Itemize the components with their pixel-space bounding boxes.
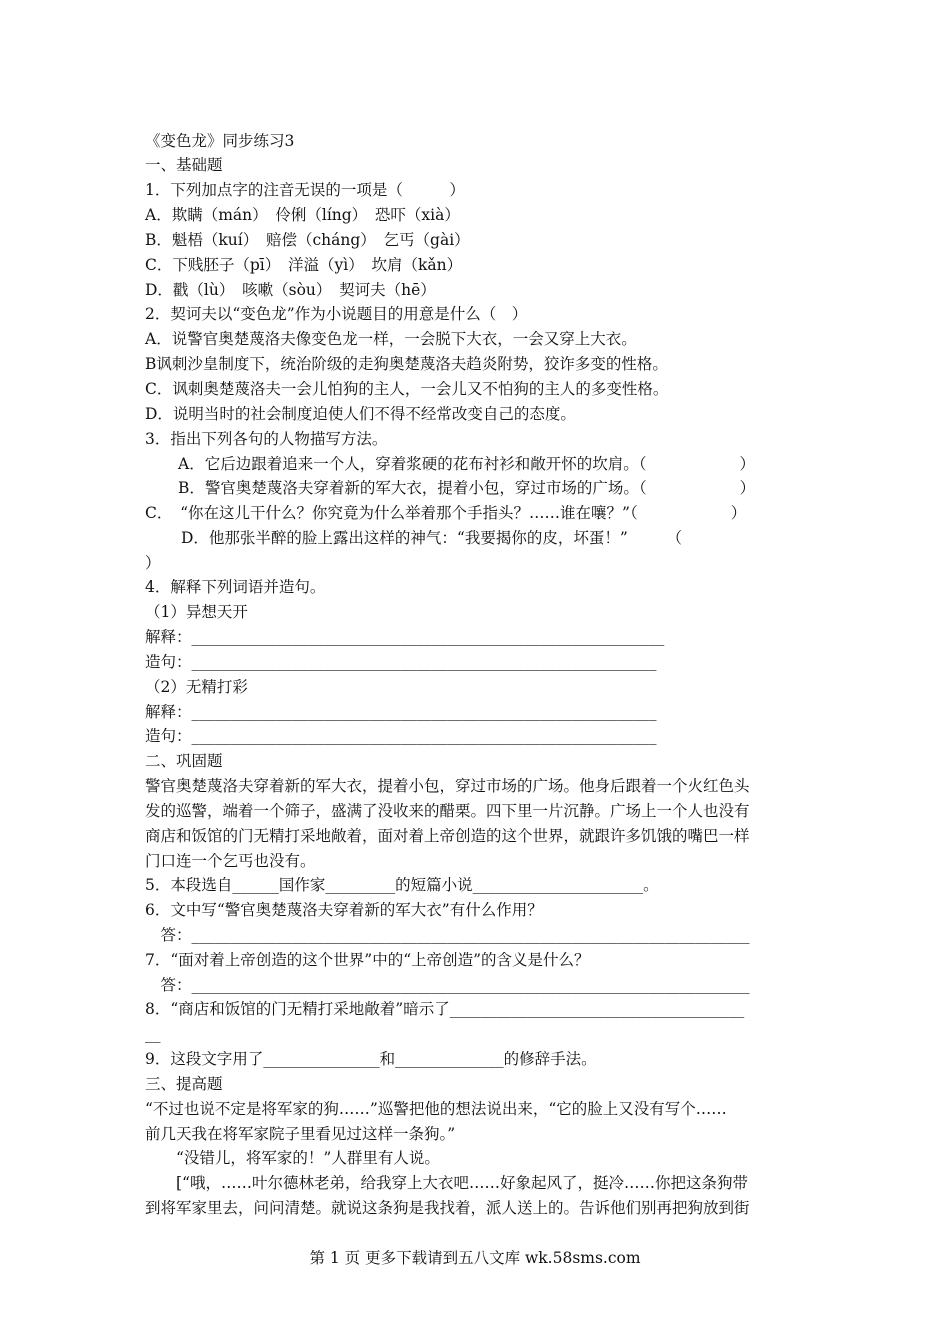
question-3: 3．指出下列各句的人物描写方法。 <box>145 430 388 448</box>
passage-line: 前几天我在将军家院子里看见过这样一条狗。” <box>145 1125 456 1143</box>
option-b: B讽刺沙皇制度下，统治阶级的走狗奥楚蔑洛夫趋炎附势，狡诈多变的性格。 <box>145 355 668 373</box>
sentence-d-bracket: ） <box>145 554 161 572</box>
sentence-line-1: 造句：____________________________________________________________ <box>145 653 657 671</box>
question-8-cont: __ <box>145 1025 161 1043</box>
passage-line: 发的巡警，端着一个筛子，盛满了没收来的醋栗。四下里一片沉静。广场上一个人也没有 <box>145 802 750 820</box>
question-7: 7．“面对着上帝创造的这个世界”中的“上帝创造”的含义是什么？ <box>145 951 590 969</box>
page-footer: 第 1 页 更多下载请到五八文库 wk.58sms.com <box>309 1249 641 1267</box>
question-6: 6．文中写“警官奥楚蔑洛夫穿着新的军大衣”有什么作用？ <box>145 901 543 919</box>
passage-line: 商店和饭馆的门无精打采地敞着，面对着上帝创造的这个世界，就跟许多饥饿的嘴巴一样 <box>145 827 750 845</box>
sentence-b: B．警官奥楚蔑洛夫穿着新的军大衣，提着小包，穿过市场的广场。（ ） <box>178 479 756 497</box>
passage-line: 门口连一个乞丐也没有。 <box>145 852 316 870</box>
doc-title: 《变色龙》同步练习3 <box>145 132 295 150</box>
word-1: （1）异想天开 <box>145 603 248 621</box>
sentence-c: C． “你在这儿干什么？你究竟为什么举着那个手指头？……谁在嚷？”（ ） <box>145 504 747 522</box>
question-9: 9．这段文字用了_______________和______________的修辞手法。 <box>145 1050 597 1068</box>
question-2: 2．契诃夫以“变色龙”作为小说题目的用意是什么（ ） <box>145 305 528 323</box>
section-heading: 三、提高题 <box>145 1075 223 1093</box>
sentence-a: A．它后边跟着追来一个人，穿着浆硬的花布衬衫和敞开怀的坎肩。（ ） <box>178 455 755 473</box>
option-c: C．讽刺奥楚蔑洛夫一会儿怕狗的主人，一会儿又不怕狗的主人的多变性格。 <box>145 380 669 398</box>
section-heading: 一、基础题 <box>145 156 223 174</box>
section-heading: 二、巩固题 <box>145 752 223 770</box>
option-a: A．说警官奥楚蔑洛夫像变色龙一样，一会脱下大衣，一会又穿上大衣。 <box>145 330 637 348</box>
explain-line-2: 解释：____________________________________________________________ <box>145 703 657 721</box>
option-c: C．下贱胚子（pī） 洋溢（yì） 坎肩（kǎn） <box>145 256 463 274</box>
question-4: 4．解释下列词语并造句。 <box>145 578 326 596</box>
sentence-line-2: 造句：____________________________________________________________ <box>145 727 657 745</box>
question-8: 8．“商店和饭馆的门无精打采地敞着”暗示了______________________________________ <box>145 1000 745 1018</box>
passage-line: 警官奥楚蔑洛夫穿着新的军大衣，提着小包，穿过市场的广场。他身后跟着一个火红色头 <box>145 777 750 795</box>
option-d: D．说明当时的社会制度迫使人们不得不经常改变自己的态度。 <box>145 405 576 423</box>
passage-line: “不过也说不定是将军家的狗……”巡警把他的想法说出来，“它的脸上又没有写个…… <box>145 1100 727 1118</box>
question-1: 1．下列加点字的注音无误的一项是（ ） <box>145 181 465 199</box>
answer-line-7: 答：________________________________________________________________________ <box>145 976 750 994</box>
question-5: 5．本段选自______国作家_________的短篇小说______________________。 <box>145 876 659 894</box>
passage-line: [“哦，……叶尔德林老弟，给我穿上大衣吧……好象起风了，挺冷……你把这条狗带 <box>176 1174 748 1192</box>
answer-line-6: 答：________________________________________________________________________ <box>145 926 750 944</box>
word-2: （2）无精打彩 <box>145 678 248 696</box>
option-d: D．戳（lù） 咳嗽（sòu） 契诃夫（hē） <box>145 281 436 299</box>
passage-line: 到将军家里去，问问清楚。就说这条狗是我找着，派人送上的。告诉他们别再把狗放到街 <box>145 1199 750 1217</box>
explain-line-1: 解释：_____________________________________________________________ <box>145 628 665 646</box>
passage-line: “没错儿，将军家的！”人群里有人说。 <box>176 1149 440 1167</box>
sentence-d: D．他那张半醉的脸上露出这样的神气：“我要揭你的皮，坏蛋！” （ <box>181 529 683 547</box>
option-b: B．魁梧（kuí） 赔偿（cháng） 乞丐（gài） <box>145 231 470 249</box>
option-a: A．欺瞒（mán） 伶俐（líng） 恐吓（xià） <box>145 206 460 224</box>
